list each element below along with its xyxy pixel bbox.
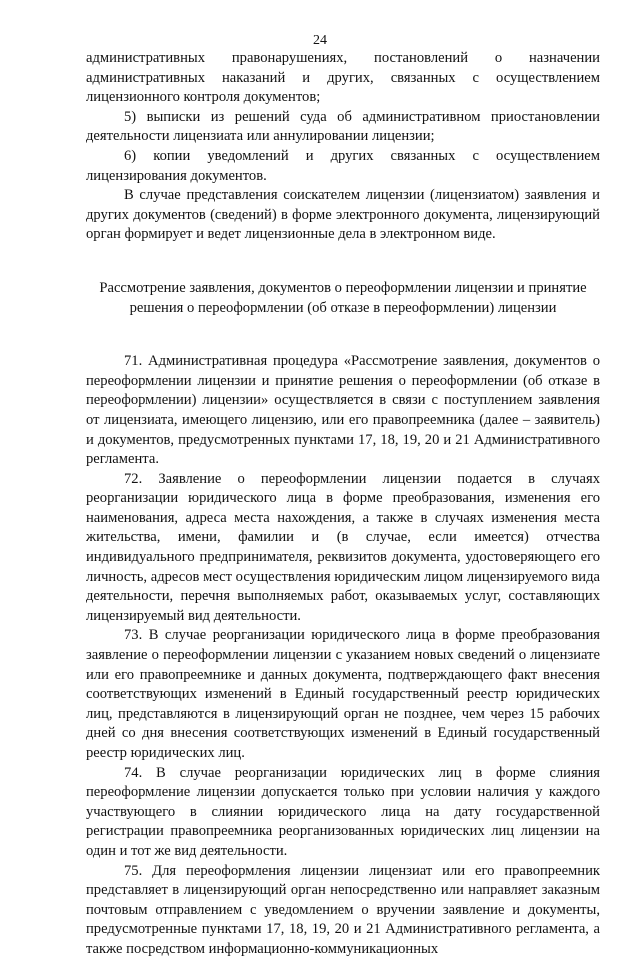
page-number: 24 bbox=[313, 33, 327, 48]
paragraph-74: 74. В случае реорганизации юридических лиц в форме слияния переоформление лицензии допускается только при условии наличия у каждого участвующего в слиянии юридического лица на дату государственной регистрации правопреемника реорганизованных юридических лиц лицензии на один и тот же вид деятельности. bbox=[86, 764, 600, 859]
paragraph-73: 73. В случае реорганизации юридического лица в форме преобразования заявление о переоформлении лицензии с указанием новых сведений о лицензиате или его правопреемнике и данных документа, подтверждающего факт внесения соответствующих изменений в Единый государственный реестр юридических лиц, представляются в лицензирующий орган не позднее, чем через 15 рабочих дней со дня внесения соответствующих изменений в Единый государственный реестр юридических лиц. bbox=[86, 627, 600, 761]
paragraph-75: 75. Для переоформления лицензии лицензиат или его правопреемник представляет в лицензирующий орган непосредственно или направляет заказным почтовым отправлением с уведомлением о вручении заявление и документы, предусмотренные пунктами 17, 18, 19, 20 и 21 Административного регламента, а также посредством информационно-коммуникационных bbox=[86, 862, 600, 957]
document-body bbox=[86, 49, 600, 960]
paragraph-electronic-docs: В случае представления соискателем лицензии (лицензиатом) заявления и других документов (сведений) в форме электронного документа, лицензирующий орган формирует и ведет лицензионные дела в электронном виде. bbox=[86, 187, 600, 243]
paragraph-71: 71. Административная процедура «Рассмотрение заявления, документов о переоформлении лицензии и принятие решения о переоформлении (об отказе в переоформлении) лицензии» осуществляется в связи с поступлением заявления от лицензиата, имеющего лицензию, или его правопреемника (далее – заявитель) и документов, предусмотренных пунктами 17, 18, 19, 20 и 21 Административного регламента. bbox=[86, 353, 600, 468]
paragraph-continuation: административных правонарушениях, постановлений о назначении административных наказаний и других, связанных с осуществлением лицензионного контроля документов; bbox=[86, 50, 600, 106]
paragraph-item-5: 5) выписки из решений суда об административном приостановлении деятельности лицензиата или аннулировании лицензии; bbox=[86, 108, 600, 145]
section-heading: Рассмотрение заявления, документов о переоформлении лицензии и принятие решения о переоформлении (об отказе в переоформлении) лицензии bbox=[99, 279, 587, 316]
paragraph-item-6: 6) копии уведомлений и других связанных с осуществлением лицензирования документов. bbox=[86, 147, 600, 184]
paragraph-72: 72. Заявление о переоформлении лицензии подается в случаях реорганизации юридического лица в форме преобразования, изменения его наименования, адреса места нахождения, а также в случаях изменения места жительства, имени, фамилии и (в случае, если имеется) отчества индивидуального предпринимателя, реквизитов документа, удостоверяющего его личность, адресов мест осуществления юридическим лицом лицензируемого вида деятельности, перечня выполняемых работ, оказываемых услуг, составляющих лицензируемый вид деятельности. bbox=[86, 470, 600, 624]
